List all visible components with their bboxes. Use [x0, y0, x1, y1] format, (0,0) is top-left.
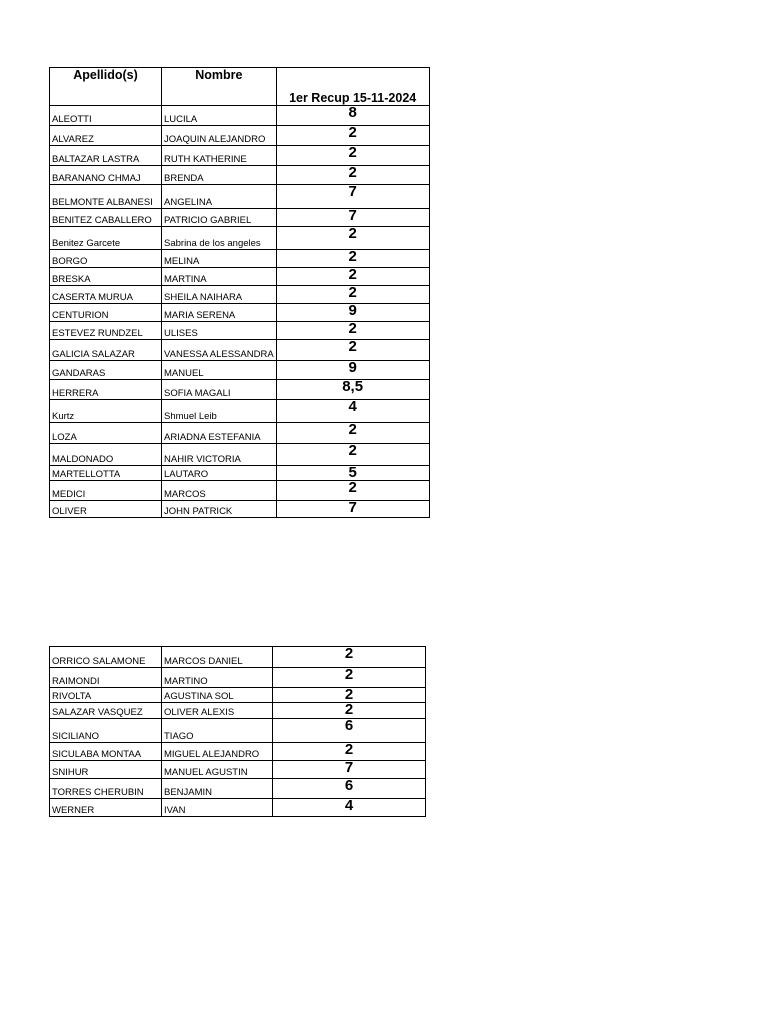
cell-grade: 6: [273, 779, 426, 799]
cell-grade: 2: [276, 126, 429, 146]
cell-grade: 7: [273, 761, 426, 779]
cell-nombre: NAHIR VICTORIA: [162, 444, 277, 466]
table-row: [50, 106, 430, 126]
table-row: [50, 647, 426, 668]
grades-table-secondary: [49, 646, 426, 817]
cell-nombre: OLIVER ALEXIS: [162, 703, 273, 719]
cell-nombre: IVAN: [162, 799, 273, 817]
cell-nombre: VANESSA ALESSANDRA: [162, 340, 277, 361]
table-body: [50, 647, 426, 817]
cell-grade: 2: [273, 743, 426, 761]
cell-grade: 2: [273, 647, 426, 668]
cell-apellido: OLIVER: [50, 501, 162, 518]
header-nombre: Nombre: [162, 68, 277, 106]
cell-grade: 4: [276, 400, 429, 423]
cell-apellido: BORGO: [50, 250, 162, 268]
table-row: [50, 126, 430, 146]
cell-grade: 9: [276, 304, 429, 322]
cell-apellido: CASERTA MURUA: [50, 286, 162, 304]
cell-nombre: MARTINA: [162, 268, 277, 286]
table-row: [50, 501, 430, 518]
cell-nombre: BRENDA: [162, 166, 277, 185]
table-row: [50, 423, 430, 444]
cell-nombre: LUCILA: [162, 106, 277, 126]
cell-apellido: BENITEZ CABALLERO: [50, 209, 162, 227]
cell-apellido: ALEOTTI: [50, 106, 162, 126]
cell-nombre: MANUEL AGUSTIN: [162, 761, 273, 779]
cell-apellido: RIVOLTA: [50, 688, 162, 703]
table-row: [50, 209, 430, 227]
cell-nombre: PATRICIO GABRIEL: [162, 209, 277, 227]
cell-apellido: ESTEVEZ RUNDZEL: [50, 322, 162, 340]
cell-nombre: JOHN PATRICK: [162, 501, 277, 518]
cell-nombre: ULISES: [162, 322, 277, 340]
cell-apellido: SICILIANO: [50, 719, 162, 743]
table-row: [50, 719, 426, 743]
cell-apellido: BARANANO CHMAJ: [50, 166, 162, 185]
table-row: [50, 166, 430, 185]
cell-apellido: SICULABA MONTAA: [50, 743, 162, 761]
cell-nombre: MIGUEL ALEJANDRO: [162, 743, 273, 761]
table-row: [50, 185, 430, 209]
cell-nombre: MARCOS: [162, 481, 277, 501]
cell-grade: 2: [276, 340, 429, 361]
cell-apellido: TORRES CHERUBIN: [50, 779, 162, 799]
table-row: [50, 668, 426, 688]
table-row: [50, 466, 430, 481]
cell-nombre: MARTINO: [162, 668, 273, 688]
cell-grade: 2: [276, 322, 429, 340]
cell-nombre: ANGELINA: [162, 185, 277, 209]
table-row: [50, 268, 430, 286]
cell-grade: 2: [276, 481, 429, 501]
table-row: [50, 481, 430, 501]
cell-nombre: MANUEL: [162, 361, 277, 380]
cell-grade: 2: [276, 166, 429, 185]
cell-apellido: HERRERA: [50, 380, 162, 400]
header-row: [50, 68, 430, 106]
cell-apellido: WERNER: [50, 799, 162, 817]
cell-apellido: SALAZAR VASQUEZ: [50, 703, 162, 719]
cell-nombre: ARIADNA ESTEFANIA: [162, 423, 277, 444]
cell-grade: 2: [276, 444, 429, 466]
cell-nombre: BENJAMIN: [162, 779, 273, 799]
cell-grade: 9: [276, 361, 429, 380]
table-row: [50, 361, 430, 380]
cell-apellido: BELMONTE ALBANESI: [50, 185, 162, 209]
cell-grade: 2: [273, 688, 426, 703]
cell-grade: 8,5: [276, 380, 429, 400]
table-row: [50, 761, 426, 779]
table-row: [50, 340, 430, 361]
cell-nombre: SHEILA NAIHARA: [162, 286, 277, 304]
cell-nombre: JOAQUIN ALEJANDRO: [162, 126, 277, 146]
cell-apellido: ORRICO SALAMONE: [50, 647, 162, 668]
cell-nombre: MARCOS DANIEL: [162, 647, 273, 668]
cell-apellido: BALTAZAR LASTRA: [50, 146, 162, 166]
cell-grade: 8: [276, 106, 429, 126]
table-row: [50, 400, 430, 423]
header-apellido: Apellido(s): [50, 68, 162, 106]
table-row: [50, 146, 430, 166]
cell-apellido: CENTURION: [50, 304, 162, 322]
cell-apellido: ALVAREZ: [50, 126, 162, 146]
table-row: [50, 799, 426, 817]
cell-grade: 6: [273, 719, 426, 743]
table-body: [50, 106, 430, 518]
cell-grade: 7: [276, 185, 429, 209]
cell-nombre: Shmuel Leib: [162, 400, 277, 423]
cell-apellido: GANDARAS: [50, 361, 162, 380]
table-row: [50, 227, 430, 250]
cell-grade: 2: [276, 227, 429, 250]
cell-apellido: MEDICI: [50, 481, 162, 501]
table-row: [50, 779, 426, 799]
table-row: [50, 380, 430, 400]
cell-apellido: SNIHUR: [50, 761, 162, 779]
table-row: [50, 322, 430, 340]
cell-grade: 7: [276, 209, 429, 227]
table-row: [50, 444, 430, 466]
cell-grade: 4: [273, 799, 426, 817]
table-row: [50, 286, 430, 304]
table-row: [50, 703, 426, 719]
header-grade: 1er Recup 15-11-2024: [276, 68, 429, 106]
cell-nombre: Sabrina de los angeles: [162, 227, 277, 250]
cell-nombre: SOFIA MAGALI: [162, 380, 277, 400]
cell-apellido: LOZA: [50, 423, 162, 444]
cell-apellido: MARTELLOTTA: [50, 466, 162, 481]
cell-grade: 2: [273, 668, 426, 688]
cell-grade: 2: [276, 268, 429, 286]
cell-apellido: BRESKA: [50, 268, 162, 286]
cell-nombre: LAUTARO: [162, 466, 277, 481]
table-row: [50, 304, 430, 322]
cell-grade: 2: [276, 250, 429, 268]
cell-grade: 2: [273, 703, 426, 719]
table-row: [50, 688, 426, 703]
cell-apellido: MALDONADO: [50, 444, 162, 466]
cell-nombre: MELINA: [162, 250, 277, 268]
cell-apellido: Kurtz: [50, 400, 162, 423]
cell-apellido: GALICIA SALAZAR: [50, 340, 162, 361]
cell-grade: 2: [276, 423, 429, 444]
cell-apellido: Benitez Garcete: [50, 227, 162, 250]
table-row: [50, 743, 426, 761]
cell-nombre: RUTH KATHERINE: [162, 146, 277, 166]
cell-grade: 5: [276, 466, 429, 481]
cell-grade: 7: [276, 501, 429, 518]
cell-apellido: RAIMONDI: [50, 668, 162, 688]
cell-nombre: AGUSTINA SOL: [162, 688, 273, 703]
grades-table-main: [49, 67, 430, 518]
cell-nombre: MARIA SERENA: [162, 304, 277, 322]
table-row: [50, 250, 430, 268]
cell-nombre: TIAGO: [162, 719, 273, 743]
cell-grade: 2: [276, 146, 429, 166]
cell-grade: 2: [276, 286, 429, 304]
